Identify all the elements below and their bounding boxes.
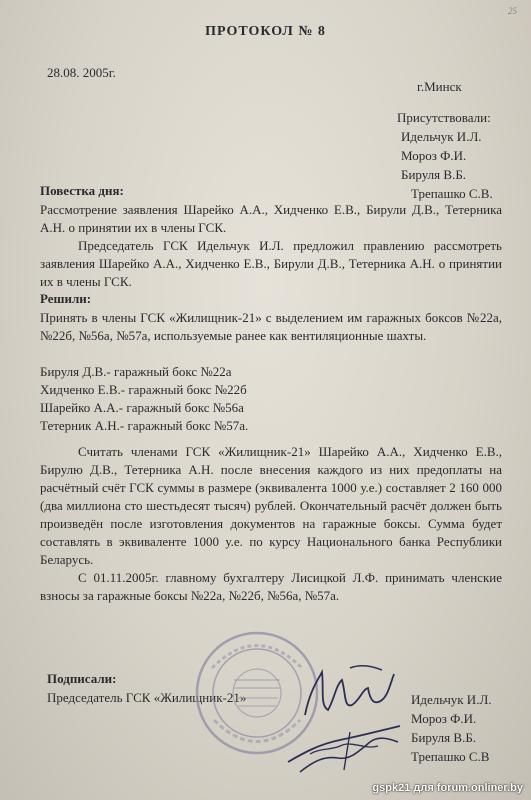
signer: Мороз Ф.И.	[411, 711, 477, 726]
signers-block	[411, 690, 492, 766]
box-assignments	[40, 363, 248, 435]
signer: Бируля В.Б.	[411, 730, 477, 745]
fees-paragraph: С 01.11.2005г. главному бухгалтеру Лисицкой Л.Ф. принимать членские взносы за гаражные боксы №22а, №22б, №56а, №57а.	[40, 570, 502, 603]
list-item: Тетерник А.Н.- гаражный бокс №57а.	[40, 418, 249, 433]
agenda-heading: Повестка дня:	[40, 183, 124, 198]
list-item: Шарейко А.А.- гаражный бокс №56а	[40, 400, 244, 415]
signature-icon	[280, 712, 410, 787]
document-date: 28.08. 2005г.	[47, 65, 116, 80]
present-person: Бируля В.Б.	[401, 167, 467, 182]
present-person: Идельчук И.Л.	[401, 129, 482, 144]
document-title: ПРОТОКОЛ № 8	[205, 24, 326, 39]
agenda-proposal: Председатель ГСК Идельчук И.Л. предложил правлению рассмотреть заявления Шарейко А.А., Хидченко Е.В., Бирули Д.В., Тетерника А.Н. о принятии их в члены ГСК.	[40, 238, 502, 289]
signer: Идельчук И.Л.	[411, 692, 492, 707]
present-person: Мороз Ф.И.	[401, 148, 467, 163]
chairman-title: Председатель ГСК «Жилищник-21»	[47, 690, 247, 705]
present-label: Присутствовали:	[397, 110, 491, 125]
list-item: Бируля Д.В.- гаражный бокс №22а	[40, 364, 232, 379]
present-person: Трепашко С.В.	[411, 186, 493, 201]
list-item: Хидченко Е.В.- гаражный бокс №22б	[40, 382, 247, 397]
decision-heading: Решили:	[40, 291, 92, 306]
watermark: gspk21 для forum.onliner.by	[372, 782, 523, 794]
present-block	[397, 108, 493, 203]
agenda-item: Рассмотрение заявления Шарейко А.А., Хидченко Е.В., Бирули Д.В., Тетерника А.Н. о принятии их в члены ГСК.	[40, 202, 502, 235]
signed-heading: Подписали:	[47, 671, 117, 686]
page-number: 25	[508, 6, 517, 16]
signer: Трепашко С.В	[411, 749, 490, 764]
membership-paragraph: Считать членами ГСК «Жилищник-21» Шарейко А.А., Хидченко Е.В., Бирулю Д.В., Тетерника А.Н. после внесения каждого из них предоплаты на расчётный счёт ГСК суммы в размере (эквивалента 1000 у.е.) составляет 2 160 000 (два миллиона сто шестьдесят тысяч) рублей. Окончательный расчёт должен быть произведён после изготовления документов на гаражные боксы. Сумма будет составлять в эквиваленте 1000 у.е. по курсу Национального банка Республики Беларусь.	[40, 444, 502, 567]
decision-text: Принять в члены ГСК «Жилищник-21» с выделением им гаражных боксов №22а, №22б, №56а, №57а, используемые ранее как вентиляционные шахты.	[40, 310, 502, 343]
document-city: г.Минск	[417, 79, 462, 94]
